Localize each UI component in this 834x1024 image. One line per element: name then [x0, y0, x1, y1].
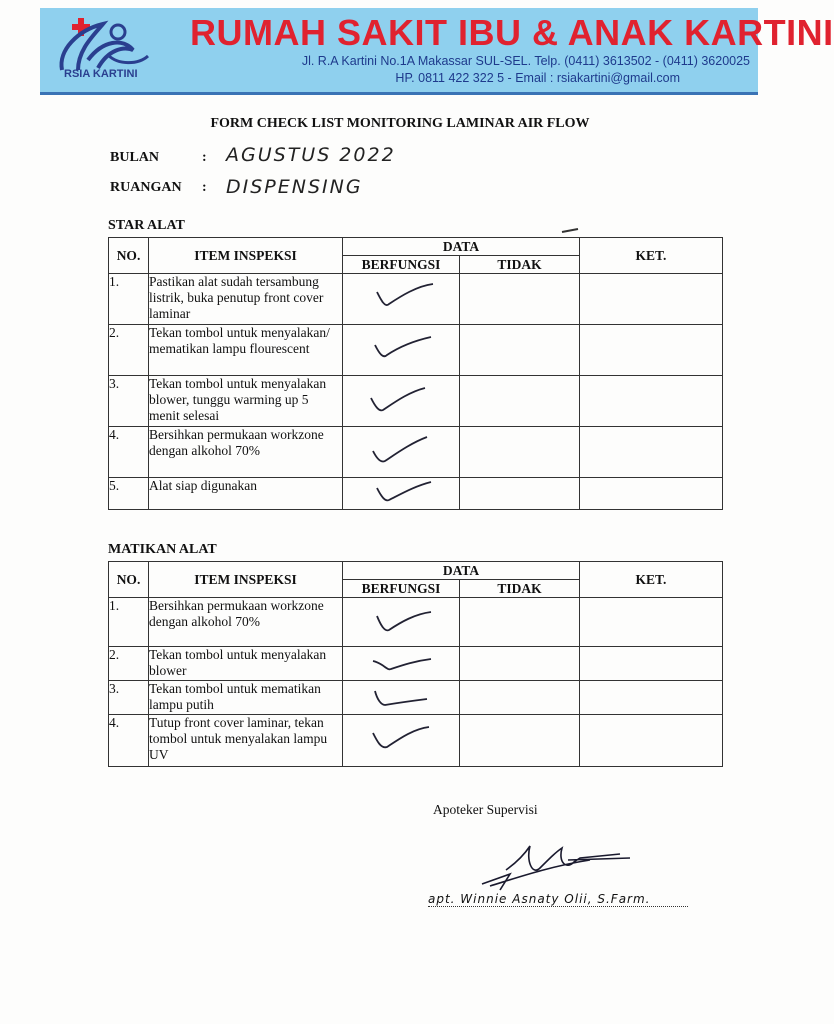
table-row	[109, 681, 723, 715]
star-alat-label: STAR ALAT	[108, 218, 185, 233]
hospital-address: Jl. R.A Kartini No.1A Makassar SUL-SEL. Telp. (0411) 3613502 - (0411) 3620025	[301, 54, 750, 68]
table-row	[109, 325, 723, 376]
tidak-cell[interactable]	[460, 325, 580, 376]
checkmark-icon	[361, 325, 441, 365]
col-ket-header: KET.	[580, 238, 723, 274]
ket-cell[interactable]	[580, 647, 723, 681]
berfungsi-cell[interactable]	[343, 681, 460, 715]
row-item: Alat siap digunakan	[149, 478, 343, 510]
row-number: 5.	[109, 478, 149, 510]
col-ket-header: KET.	[580, 562, 723, 598]
checkmark-icon	[361, 274, 441, 314]
col-tidak-header: TIDAK	[460, 256, 580, 274]
col-data-header: DATA	[343, 238, 580, 256]
checkmark-icon	[361, 478, 441, 508]
col-no-header: NO.	[109, 238, 149, 274]
tidak-cell[interactable]	[460, 681, 580, 715]
row-number: 4.	[109, 427, 149, 478]
berfungsi-cell[interactable]	[343, 376, 460, 427]
logo-text: RSIA KARTINI	[64, 68, 138, 80]
star-alat-table	[108, 237, 723, 510]
table-row	[109, 274, 723, 325]
ket-cell[interactable]	[580, 274, 723, 325]
signature-scribble	[470, 840, 650, 900]
berfungsi-cell[interactable]	[343, 715, 460, 767]
tidak-cell[interactable]	[460, 598, 580, 647]
checkmark-icon	[361, 681, 441, 711]
row-number: 4.	[109, 715, 149, 767]
col-tidak-header: TIDAK	[460, 580, 580, 598]
tidak-cell[interactable]	[460, 274, 580, 325]
ruangan-value[interactable]: DISPENSING	[226, 176, 363, 198]
col-berfungsi-header: BERFUNGSI	[343, 580, 460, 598]
row-number: 3.	[109, 681, 149, 715]
supervisor-role: Apoteker Supervisi	[433, 802, 538, 817]
matikan-alat-label: MATIKAN ALAT	[108, 542, 217, 557]
table-row	[109, 598, 723, 647]
hospital-name: RUMAH SAKIT IBU & ANAK KARTINI	[190, 12, 834, 53]
ruangan-separator: :	[202, 180, 207, 195]
form-title: FORM CHECK LIST MONITORING LAMINAR AIR FLOW	[210, 116, 590, 131]
checkmark-icon	[361, 715, 441, 755]
table-row	[109, 427, 723, 478]
bulan-label: BULAN	[110, 150, 160, 165]
row-item: Tekan tombol untuk menyalakan blower	[149, 647, 343, 681]
ket-cell[interactable]	[580, 681, 723, 715]
tidak-cell[interactable]	[460, 427, 580, 478]
hospital-contact: HP. 0811 422 322 5 - Email : rsiakartini@gmail.com	[395, 71, 680, 85]
row-item: Bersihkan permukaan workzone dengan alkohol 70%	[149, 427, 343, 478]
row-number: 1.	[109, 274, 149, 325]
berfungsi-cell[interactable]	[343, 647, 460, 681]
col-item-header: ITEM INSPEKSI	[149, 562, 343, 598]
row-item: Pastikan alat sudah tersambung listrik, buka penutup front cover laminar	[149, 274, 343, 325]
col-berfungsi-header: BERFUNGSI	[343, 256, 460, 274]
bulan-value[interactable]: AGUSTUS 2022	[226, 144, 396, 166]
table-row	[109, 478, 723, 510]
col-no-header: NO.	[109, 562, 149, 598]
row-item: Tutup front cover laminar, tekan tombol untuk menyalakan lampu UV	[149, 715, 343, 767]
table-row	[109, 376, 723, 427]
col-item-header: ITEM INSPEKSI	[149, 238, 343, 274]
ket-cell[interactable]	[580, 598, 723, 647]
tidak-cell[interactable]	[460, 715, 580, 767]
checkmark-icon	[361, 427, 441, 467]
ket-cell[interactable]	[580, 427, 723, 478]
ket-cell[interactable]	[580, 325, 723, 376]
matikan-alat-table	[108, 561, 723, 767]
checkmark-icon	[361, 647, 441, 677]
berfungsi-cell[interactable]	[343, 427, 460, 478]
berfungsi-cell[interactable]	[343, 598, 460, 647]
supervisor-name: apt. Winnie Asnaty Olii, S.Farm.	[428, 892, 688, 907]
tidak-cell[interactable]	[460, 647, 580, 681]
row-item: Bersihkan permukaan workzone dengan alkohol 70%	[149, 598, 343, 647]
checkmark-icon	[361, 598, 441, 638]
ket-cell[interactable]	[580, 478, 723, 510]
bulan-separator: :	[202, 150, 207, 165]
checkmark-icon	[361, 376, 441, 416]
table-row	[109, 715, 723, 767]
letterhead	[40, 8, 834, 95]
tidak-cell[interactable]	[460, 376, 580, 427]
col-data-header: DATA	[343, 562, 580, 580]
table-row	[109, 647, 723, 681]
ruangan-label: RUANGAN	[110, 180, 182, 195]
row-item: Tekan tombol untuk menyalakan blower, tunggu warming up 5 menit selesai	[149, 376, 343, 427]
ket-cell[interactable]	[580, 376, 723, 427]
berfungsi-cell[interactable]	[343, 325, 460, 376]
pen-mark	[560, 226, 580, 236]
berfungsi-cell[interactable]	[343, 274, 460, 325]
row-item: Tekan tombol untuk mematikan lampu putih	[149, 681, 343, 715]
row-number: 2.	[109, 325, 149, 376]
row-number: 2.	[109, 647, 149, 681]
ket-cell[interactable]	[580, 715, 723, 767]
berfungsi-cell[interactable]	[343, 478, 460, 510]
row-item: Tekan tombol untuk menyalakan/ mematikan lampu flourescent	[149, 325, 343, 376]
row-number: 1.	[109, 598, 149, 647]
row-number: 3.	[109, 376, 149, 427]
tidak-cell[interactable]	[460, 478, 580, 510]
